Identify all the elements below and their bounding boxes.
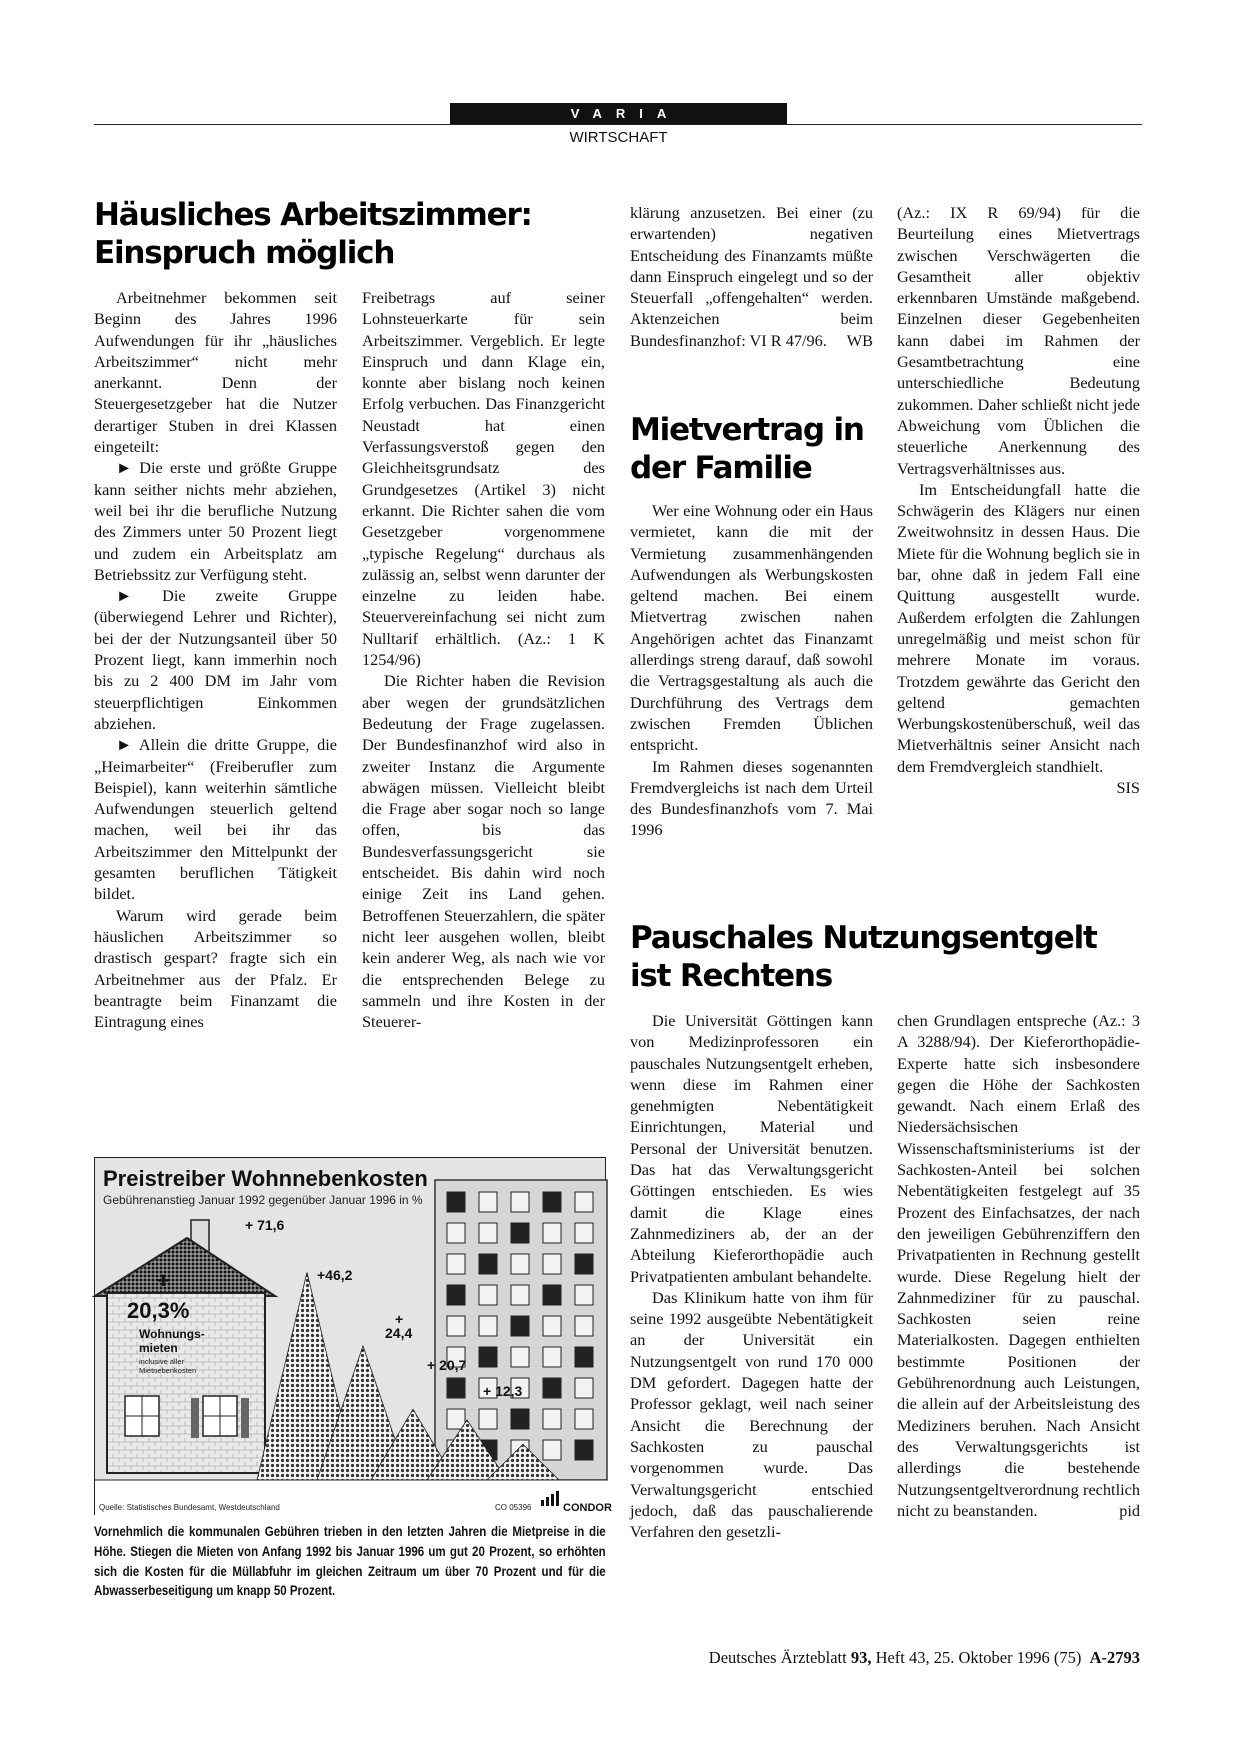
subsection-label: WIRTSCHAFT: [569, 129, 668, 146]
article3-column4: [897, 1010, 1140, 1521]
article1-paragraph: Arbeitnehmer bekommen seit Beginn des Jahres 1996 Aufwendungen für ihr „häusliches Arbeitszimmer“ nicht mehr anerkannt. Denn der Steuergesetzgeber hat die Nutzer derartiger Stuben in drei Klassen eingeteilt:: [94, 288, 337, 457]
building-window: [479, 1223, 497, 1243]
article1-paragraph: Freibetrags auf seiner Lohnsteuerkarte für sein Arbeitszimmer. Vergeblich. Er legte Einspruch und dann Klage ein, konnte aber bislang noch keinen Erfolg verbuchen. Das Finanzgericht Neustadt hat einen Verfassungsverstoß gegen den Gleichheitsgrundsatz des Grundgesetzes (Artikel 3) nicht erkannt. Die Richter sahen die vom Gesetzgeber vorgenommene „typische Regelung“ durchaus als zulässig an, selbst wenn darunter der einzelne zu leiden habe. Steuervereinfachung sei nicht zum Nulltarif erhältlich. (Az.: 1 K 1254/96): [362, 288, 605, 670]
house-note-line1: inclusive aller: [139, 1357, 185, 1366]
building-window: [543, 1316, 561, 1336]
building-window: [447, 1285, 465, 1305]
section-label: VARIA: [450, 103, 787, 124]
chart-value-label: + 71,6: [245, 1217, 285, 1233]
article2-column3: [630, 500, 873, 841]
building-window: [447, 1192, 465, 1212]
article2-paragraph: Im Entscheidungfall hatte die Schwägerin des Klägers nur einen Zweitwohnsitz in dessen Haus. Die Miete für die Wohnung beglich sie in bar, ohne daß in jedem Fall eine Quittung ausgestellt wurde. Außerdem erfolgten die Zahlungen unregelmäßig und meist schon für mehrere Monate im voraus. Trotzdem gewährte das Gericht den geltend gemachten Werbungskostenüberschuß, weil das Mietverhältnis seiner Ansicht nach dem Fremdvergleich standhielt. SIS: [897, 479, 1140, 798]
building-window: [575, 1378, 593, 1398]
article3-signature: pid: [1119, 1500, 1140, 1520]
journal-issue: Heft 43, 25. Oktober 1996 (75): [875, 1648, 1082, 1667]
article1-paragraph: ► Die erste und größte Gruppe kann seither nichts mehr abziehen, weil bei ihr die berufliche Nutzung des Zimmers unter 50 Prozent liegt und zudem ein Arbeitsplatz am Betriebssitz zur Verfügung steht.: [94, 458, 337, 584]
article1-title: Häusliches Arbeitszimmer: Einspruch möglich: [94, 197, 532, 271]
article1-paragraph: ► Die zweite Gruppe (überwiegend Lehrer und Richter), bei der der Nutzungsanteil über 50 Prozent liegt, kann immerhin noch bis zu 2 400 DM im Jahr vom steuerpflichtigen Einkommen abziehen.: [94, 586, 337, 733]
header-rule: [94, 124, 1142, 125]
chart-value-label: + 20,7: [427, 1357, 467, 1373]
house-note-line2: Mietnebenkosten: [139, 1366, 197, 1375]
building-window: [543, 1223, 561, 1243]
building-window: [447, 1223, 465, 1243]
article2-signature: SIS: [1116, 778, 1140, 798]
article2-column4: [897, 202, 1140, 798]
article3-paragraph: Die Universität Göttingen kann von Medizinprofessoren ein pauschales Nutzungsentgelt erheben, wenn diese im Rahmen einer genehmigten Nebentätigkeit Einrichtungen, Material und Personal der Universität benutzen. Das hat das Verwaltungsgericht Göttingen entschieden. Es wies damit die Klage eines Zahnmediziners ab, der an der Abteilung Kieferorthopädie auch Privatpatienten ambulant behandelte.: [630, 1011, 873, 1286]
house-label-line2: mieten: [139, 1341, 178, 1355]
article1-column3: [630, 202, 873, 351]
building-window: [575, 1440, 593, 1460]
article3-title: Pauschales Nutzungsentgelt ist Rechtens: [630, 920, 1097, 994]
chart-caption: Vornehmlich die kommunalen Gebühren trieben in den letzten Jahren die Mietpreise in die Höhe. Stiegen die Mieten von Anfang 1992 bis Januar 1996 um gut 20 Prozent, so erhöhten sich die Kosten für die Müllabfuhr im gleichen Zeitraum um über 70 Prozent und für die Abwasserbeseitigung um knapp 50 Prozent.: [94, 1524, 606, 1599]
building-window: [575, 1223, 593, 1243]
building-window: [543, 1409, 561, 1429]
building-window: [543, 1254, 561, 1274]
chart-subtitle: Gebührenanstieg Januar 1992 gegenüber Januar 1996 in %: [103, 1193, 423, 1207]
chart-code: CO 05396: [495, 1503, 532, 1512]
building-window: [543, 1378, 561, 1398]
building-window: [511, 1347, 529, 1367]
article3-paragraph: chen Grundlagen entspreche (Az.: 3 A 3288/94). Der Kieferorthopädie-Experte hatte sich insbesondere gegen die Höhe der Sachkosten gewandt. Nach einem Erlaß des Niedersächsischen Wissenschaftsministeriums ist der Sachkosten-Anteil bei solchen Nebentätigkeiten festgelegt auf 35 Prozent des Einfachsatzes, der nach den jeweiligen Gebührenziffern den Privatpatienten in Rechnung gestellt wurde. Diese Regelung hielt der Zahnmediziner für zu pauschal. Sachkosten seien reine Materialkosten. Dagegen enthielten bestimmte Positionen der Gebührenordnung auch Leistungen, die allein auf der Arbeitsleistung des Mediziners beruhen. Nach Ansicht des Verwaltungsgerichts ist allerdings die bestehende Nutzungsentgeltverordnung rechtlich nicht zu beanstanden. pid: [897, 1011, 1140, 1520]
chart-canvas: [95, 1158, 612, 1516]
building-window: [447, 1254, 465, 1274]
building-window: [511, 1192, 529, 1212]
building-window: [575, 1409, 593, 1429]
building-window: [511, 1285, 529, 1305]
building-window: [511, 1254, 529, 1274]
house-illustration: [95, 1220, 275, 1473]
chart-value-label: + 12,3: [483, 1383, 523, 1399]
building-window: [479, 1192, 497, 1212]
article3-column3: [630, 1010, 873, 1542]
article2-title: Mietvertrag in der Familie: [630, 412, 864, 486]
building-window: [575, 1254, 593, 1274]
rent-cost-chart: [94, 1157, 612, 1515]
building-window: [511, 1223, 529, 1243]
building-window: [447, 1378, 465, 1398]
chart-source: Quelle: Statistisches Bundesamt, Westdeutschland: [99, 1503, 280, 1512]
chart-title: Preistreiber Wohnnebenkosten: [103, 1166, 428, 1191]
chart-plus-sign: +: [395, 1311, 404, 1327]
article1-column1: [94, 287, 337, 1032]
article2-paragraph: Wer eine Wohnung oder ein Haus vermietet, kann die mit der Vermietung zusammenhängenden Aufwendungen als Werbungskosten geltend machen. Bei einem Mietvertrag zwischen nahen Angehörigen achtet das Finanzamt allerdings streng darauf, daß sowohl die Vertragsgestaltung als auch die Durchführung des Vertrags dem zwischen Fremden Üblichen entspricht.: [630, 501, 873, 755]
article1-signature: WB: [846, 330, 873, 350]
building-window: [479, 1347, 497, 1367]
building-window: [575, 1316, 593, 1336]
building-window: [479, 1285, 497, 1305]
chart-value-label: +46,2: [317, 1267, 353, 1283]
building-window: [479, 1254, 497, 1274]
article2-paragraph: Im Rahmen dieses sogenannten Fremdvergleichs ist nach dem Urteil des Bundesfinanzhofs vom 7. Mai 1996: [630, 756, 873, 840]
article1-paragraph: ► Allein die dritte Gruppe, die „Heimarbeiter“ (Freiberufler zum Beispiel), kann weiterhin sämtliche Aufwendungen steuerlich geltend machen, weil bei ihr das Arbeitszimmer den Mittelpunkt der gesamten beruflichen Tätigkeit bildet.: [94, 735, 337, 904]
building-window: [511, 1409, 529, 1429]
journal-volume: 93,: [850, 1648, 872, 1667]
article1-paragraph: Warum wird gerade beim häuslichen Arbeitszimmer so drastisch gespart? fragte sich ein Arbeitnehmer aus der Pfalz. Er beantragte beim Finanzamt die Eintragung eines: [94, 905, 337, 1032]
building-window: [575, 1347, 593, 1367]
journal-name: Deutsches Ärzteblatt: [708, 1648, 847, 1667]
building-window: [543, 1347, 561, 1367]
page-footer: [480, 1648, 1140, 1668]
building-window: [575, 1192, 593, 1212]
house-label-line1: Wohnungs-: [139, 1327, 205, 1341]
page-number: A-2793: [1089, 1648, 1140, 1667]
building-window: [479, 1316, 497, 1336]
article3-paragraph: Das Klinikum hatte von ihm für seine 1992 ausgeübte Nebentätigkeit an der Universität ein Nutzungsentgelt von rund 170 000 DM gefordert. Dagegen hatte der Professor geklagt, weil nach seiner Ansicht die Berechnung der Sachkosten zu pauschal vorgenommen wurde. Das Verwaltungsgericht entschied jedoch, daß das pauschalierende Verfahren den gesetzli-: [630, 1287, 873, 1542]
chart-brand: CONDOR: [563, 1502, 612, 1514]
building-window: [575, 1285, 593, 1305]
building-window: [543, 1440, 561, 1460]
house-plus-sign: +: [157, 1268, 170, 1293]
building-window: [543, 1192, 561, 1212]
building-window: [543, 1285, 561, 1305]
house-value: 20,3%: [127, 1298, 190, 1323]
building-window: [479, 1409, 497, 1429]
building-window: [511, 1316, 529, 1336]
article1-paragraph-end: klärung anzusetzen. Bei einer (zu erwartenden) negativen Entscheidung des Finanzamts müßte dann Einspruch eingelegt und so der Steuerfall „offengehalten“ werden. Aktenzeichen beim Bundesfinanzhof: VI R 47/96. WB: [630, 203, 873, 350]
article2-paragraph: (Az.: IX R 69/94) für die Beurteilung eines Mietvertrags zwischen Verschwägerten die Gesamtheit aller objektiv erkennbaren Umstände maßgebend. Einzelnen dieser Gegebenheiten kann dabei im Rahmen der Gesamtbetrachtung eine unterschiedliche Bedeutung zukommen. Daher schließt nicht jede Abweichung vom Üblichen die steuerliche Anerkennung des Vertragsverhältnisses aus.: [897, 203, 1140, 478]
article1-column2: [362, 287, 605, 1032]
chart-value-label: 24,4: [385, 1325, 413, 1341]
building-window: [447, 1316, 465, 1336]
article1-paragraph: Die Richter haben die Revision aber wegen der grundsätzlichen Bedeutung der Frage zugelassen. Der Bundesfinanzhof wird also in zweiter Instanz die Argumente abwägen müssen. Vielleicht bleibt die Frage aber sogar noch so lange offen, bis das Bundesverfassungsgericht sie entscheidet. Bis dahin wird noch einige Zeit ins Land gehen. Betroffenen Steuerzahlern, die später nicht leer ausgehen wollen, bleibt kein anderer Weg, als nach wie vor die entsprechenden Belege zu sammeln und ihre Kosten in der Steuerer-: [362, 671, 605, 1032]
building-window: [447, 1409, 465, 1429]
